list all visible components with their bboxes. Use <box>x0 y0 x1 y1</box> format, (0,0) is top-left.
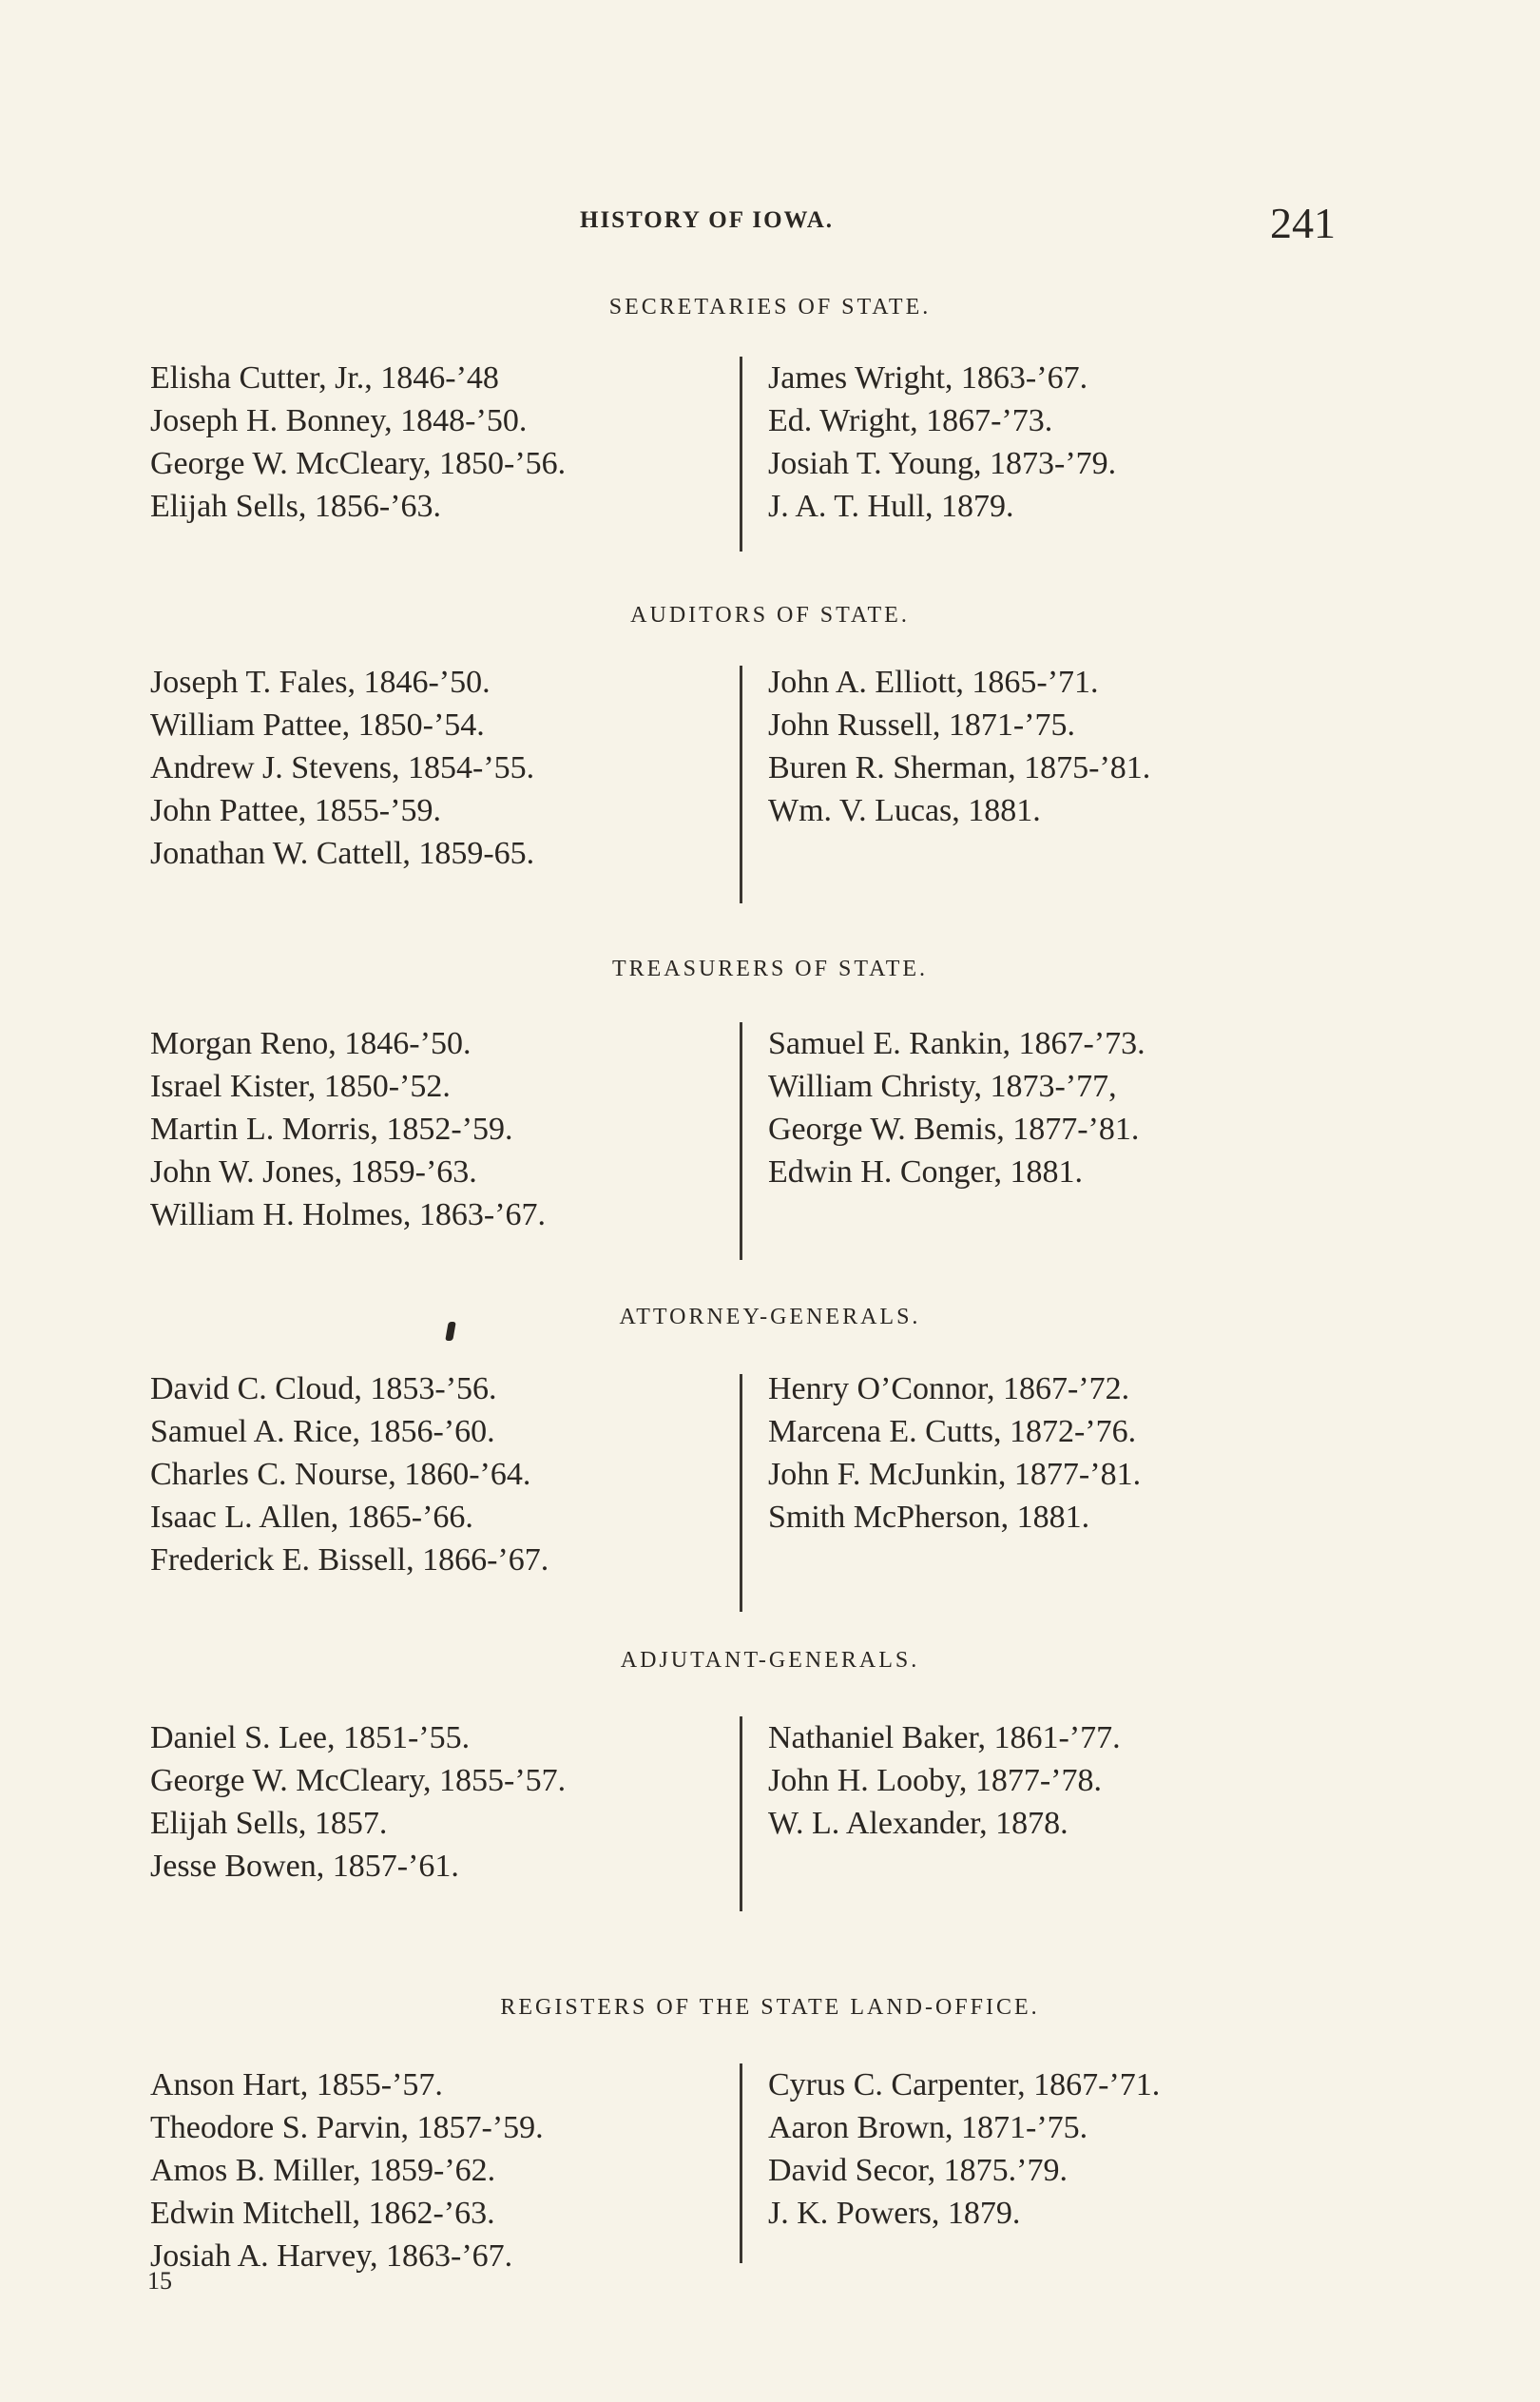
running-head: HISTORY OF IOWA. <box>580 207 835 233</box>
list-item: David Secor, 1875.’79. <box>768 2153 1068 2188</box>
list-item: Joseph T. Fales, 1846-’50. <box>150 665 491 700</box>
list-item: John F. McJunkin, 1877-’81. <box>768 1457 1142 1492</box>
section-title-secretaries: SECRETARIES OF STATE. <box>608 295 932 320</box>
list-item: William Christy, 1873-’77, <box>768 1069 1117 1104</box>
section-title-treasurers: TREASURERS OF STATE. <box>611 957 929 981</box>
list-item: Nathaniel Baker, 1861-’77. <box>768 1720 1121 1755</box>
section-title-adjutant-generals: ADJUTANT-GENERALS. <box>620 1648 920 1673</box>
registers-right-column <box>768 2063 1357 2235</box>
list-item: Elijah Sells, 1857. <box>150 1806 388 1841</box>
column-divider <box>740 1716 742 1911</box>
list-item: Theodore S. Parvin, 1857-’59. <box>150 2110 544 2145</box>
column-divider <box>740 666 742 903</box>
treasurers-right-column <box>768 1022 1357 1193</box>
list-item: Henry O’Connor, 1867-’72. <box>768 1371 1130 1406</box>
column-divider <box>740 1022 742 1260</box>
auditors-left-column <box>150 661 740 875</box>
column-divider <box>740 1374 742 1612</box>
treasurers-left-column <box>150 1022 740 1236</box>
list-item: William H. Holmes, 1863-’67. <box>150 1197 547 1232</box>
list-item: Elijah Sells, 1856-’63. <box>150 489 441 524</box>
registers-left-column <box>150 2063 740 2277</box>
list-item: Jesse Bowen, 1857-’61. <box>150 1849 459 1884</box>
list-item: George W. McCleary, 1850-’56. <box>150 446 567 481</box>
secretaries-right-column <box>768 357 1357 528</box>
list-item: Samuel A. Rice, 1856-’60. <box>150 1414 495 1449</box>
list-item: Edwin H. Conger, 1881. <box>768 1154 1084 1190</box>
list-item: Frederick E. Bissell, 1866-’67. <box>150 1542 549 1578</box>
list-item: Amos B. Miller, 1859-’62. <box>150 2153 496 2188</box>
column-divider <box>740 357 742 552</box>
list-item: Jonathan W. Cattell, 1859-65. <box>150 836 535 871</box>
list-item: Charles C. Nourse, 1860-’64. <box>150 1457 531 1492</box>
list-item: Morgan Reno, 1846-’50. <box>150 1026 472 1061</box>
list-item: Isaac L. Allen, 1865-’66. <box>150 1500 473 1535</box>
list-item: John Pattee, 1855-’59. <box>150 793 441 828</box>
adjutant-generals-right-column <box>768 1716 1357 1845</box>
list-item: David C. Cloud, 1853-’56. <box>150 1371 497 1406</box>
list-item: Josiah A. Harvey, 1863-’67. <box>150 2238 513 2274</box>
list-item: Buren R. Sherman, 1875-’81. <box>768 750 1151 785</box>
adjutant-generals-left-column <box>150 1716 740 1888</box>
attorney-generals-right-column <box>768 1367 1357 1539</box>
list-item: Aaron Brown, 1871-’75. <box>768 2110 1088 2145</box>
page-number: 241 <box>1270 199 1336 247</box>
list-item: John Russell, 1871-’75. <box>768 707 1075 743</box>
attorney-generals-left-column <box>150 1367 740 1581</box>
section-title-registers: REGISTERS OF THE STATE LAND-OFFICE. <box>500 1995 1040 2020</box>
list-item: J. K. Powers, 1879. <box>768 2196 1021 2231</box>
signature-mark: 15 <box>147 2267 172 2295</box>
section-title-attorney-generals: ATTORNEY-GENERALS. <box>619 1305 921 1329</box>
secretaries-left-column <box>150 357 740 528</box>
list-item: Joseph H. Bonney, 1848-’50. <box>150 403 528 438</box>
list-item: J. A. T. Hull, 1879. <box>768 489 1014 524</box>
list-item: Martin L. Morris, 1852-’59. <box>150 1112 513 1147</box>
list-item: Anson Hart, 1855-’57. <box>150 2067 443 2102</box>
list-item: George W. Bemis, 1877-’81. <box>768 1112 1140 1147</box>
list-item: Marcena E. Cutts, 1872-’76. <box>768 1414 1137 1449</box>
list-item: Samuel E. Rankin, 1867-’73. <box>768 1026 1145 1061</box>
list-item: John A. Elliott, 1865-’71. <box>768 665 1099 700</box>
auditors-right-column <box>768 661 1357 832</box>
section-title-auditors: AUDITORS OF STATE. <box>630 603 910 628</box>
list-item: John H. Looby, 1877-’78. <box>768 1763 1102 1798</box>
list-item: Smith McPherson, 1881. <box>768 1500 1090 1535</box>
list-item: Elisha Cutter, Jr., 1846-’48 <box>150 360 499 396</box>
list-item: Daniel S. Lee, 1851-’55. <box>150 1720 471 1755</box>
column-divider <box>740 2063 742 2263</box>
list-item: Cyrus C. Carpenter, 1867-’71. <box>768 2067 1161 2102</box>
list-item: Josiah T. Young, 1873-’79. <box>768 446 1117 481</box>
list-item: John W. Jones, 1859-’63. <box>150 1154 477 1190</box>
list-item: W. L. Alexander, 1878. <box>768 1806 1068 1841</box>
list-item: George W. McCleary, 1855-’57. <box>150 1763 567 1798</box>
list-item: Edwin Mitchell, 1862-’63. <box>150 2196 495 2231</box>
list-item: James Wright, 1863-’67. <box>768 360 1088 396</box>
list-item: Wm. V. Lucas, 1881. <box>768 793 1041 828</box>
list-item: Ed. Wright, 1867-’73. <box>768 403 1053 438</box>
list-item: Andrew J. Stevens, 1854-’55. <box>150 750 535 785</box>
list-item: Israel Kister, 1850-’52. <box>150 1069 451 1104</box>
list-item: William Pattee, 1850-’54. <box>150 707 485 743</box>
